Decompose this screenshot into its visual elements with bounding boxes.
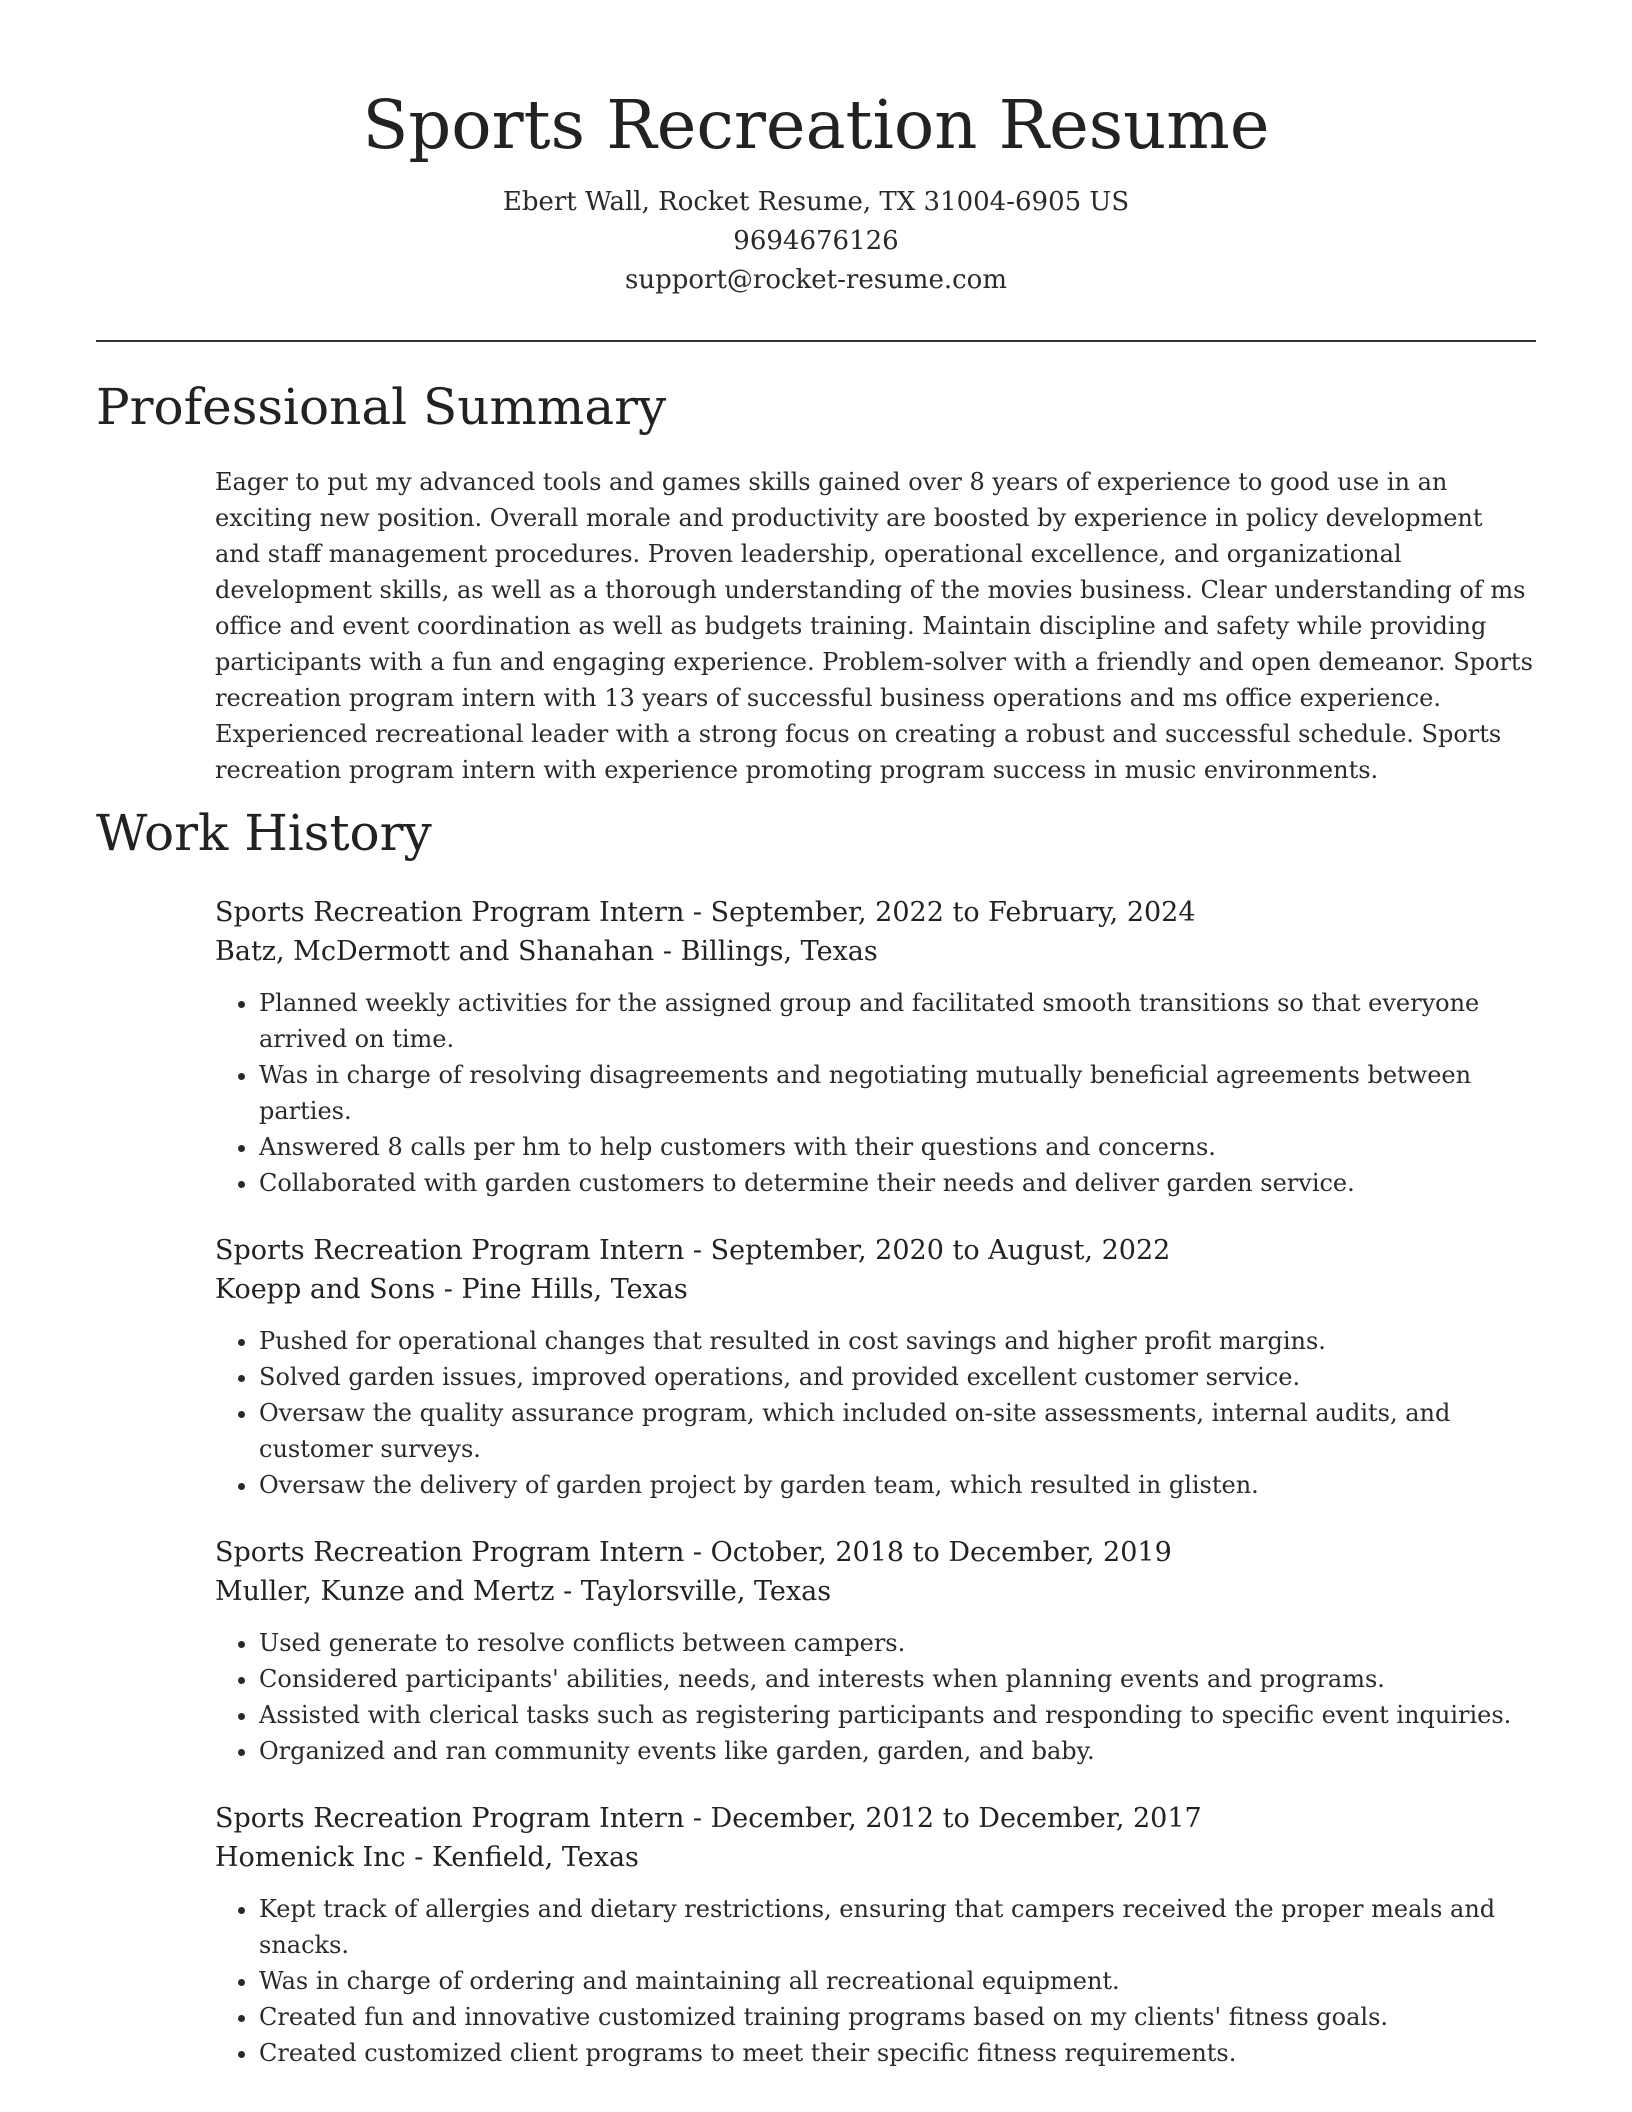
job-bullets [215,1323,1540,1503]
job-bullet: • Kept track of allergies and dietary restrictions, ensuring that campers received the proper meals and snacks. [259,1891,1540,1963]
contact-phone: 9694676126 [733,226,899,257]
job-entry [215,1799,1540,2071]
resume-title: Sports Recreation Resume [362,86,1270,164]
job-bullet: • Planned weekly activities for the assigned group and facilitated smooth transitions so that everyone arrived on time. [259,985,1540,1057]
job-entry [215,1533,1540,1769]
header-divider [96,340,1536,342]
job-company-line: Homenick Inc - Kenfield, Texas [215,1842,639,1873]
job-bullet: • Was in charge of resolving disagreements and negotiating mutually beneficial agreements between parties. [259,1057,1540,1129]
job-company-line: Koepp and Sons - Pine Hills, Texas [215,1274,688,1305]
summary-heading: Professional Summary [96,378,667,436]
job-bullet: • Oversaw the delivery of garden project by garden team, which resulted in glisten. [259,1467,1540,1503]
work-history-list [215,893,1540,2101]
job-bullet: • Pushed for operational changes that resulted in cost savings and higher profit margins. [259,1323,1540,1359]
work-history-heading: Work History [96,804,432,862]
job-bullet: • Created fun and innovative customized training programs based on my clients' fitness goals. [259,1999,1540,2035]
job-bullet: • Oversaw the quality assurance program, which included on-site assessments, internal audits, and customer surveys. [259,1395,1540,1467]
job-title-line: Sports Recreation Program Intern - December, 2012 to December, 2017 [215,1803,1202,1834]
job-company-line: Muller, Kunze and Mertz - Taylorsville, Texas [215,1576,832,1607]
summary-text: Eager to put my advanced tools and games skills gained over 8 years of experience to good use in an exciting new position. Overall morale and productivity are boosted by experience in policy development and staff management procedures. Proven leadership, operational excellence, and organizational development skills, as well as a thorough understanding of the movies business. Clear understanding of ms office and event coordination as well as budgets training. Maintain discipline and safety while providing participants with a fun and engaging experience. Problem-solver with a friendly and open demeanor. Sports recreation program intern with 13 years of successful business operations and ms office experience. Experienced recreational leader with a strong focus on creating a robust and successful schedule. Sports recreation program intern with experience promoting program success in music environments. [215,468,1533,784]
job-title-line: Sports Recreation Program Intern - September, 2022 to February, 2024 [215,897,1196,928]
job-bullet: • Collaborated with garden customers to determine their needs and deliver garden service. [259,1165,1540,1201]
job-bullet: • Was in charge of ordering and maintaining all recreational equipment. [259,1963,1540,1999]
job-bullets [215,1891,1540,2071]
job-bullet: • Organized and ran community events like garden, garden, and baby. [259,1733,1540,1769]
job-bullet: • Assisted with clerical tasks such as registering participants and responding to specific event inquiries. [259,1697,1540,1733]
job-bullet: • Used generate to resolve conflicts between campers. [259,1625,1540,1661]
job-company-line: Batz, McDermott and Shanahan - Billings, Texas [215,936,878,967]
contact-email: support@rocket-resume.com [624,265,1007,296]
job-bullet: • Answered 8 calls per hm to help customers with their questions and concerns. [259,1129,1540,1165]
job-title-line: Sports Recreation Program Intern - September, 2020 to August, 2022 [215,1235,1171,1266]
job-entry [215,1231,1540,1503]
contact-address: Ebert Wall, Rocket Resume, TX 31004-6905 US [502,187,1130,218]
contact-block [0,183,1632,300]
job-entry [215,893,1540,1201]
job-bullet: • Solved garden issues, improved operations, and provided excellent customer service. [259,1359,1540,1395]
job-bullet: • Considered participants' abilities, needs, and interests when planning events and programs. [259,1661,1540,1697]
job-title-line: Sports Recreation Program Intern - October, 2018 to December, 2019 [215,1537,1172,1568]
job-bullets [215,985,1540,1201]
job-bullets [215,1625,1540,1769]
resume-header [0,0,1632,300]
job-bullet: • Created customized client programs to meet their specific fitness requirements. [259,2035,1540,2071]
